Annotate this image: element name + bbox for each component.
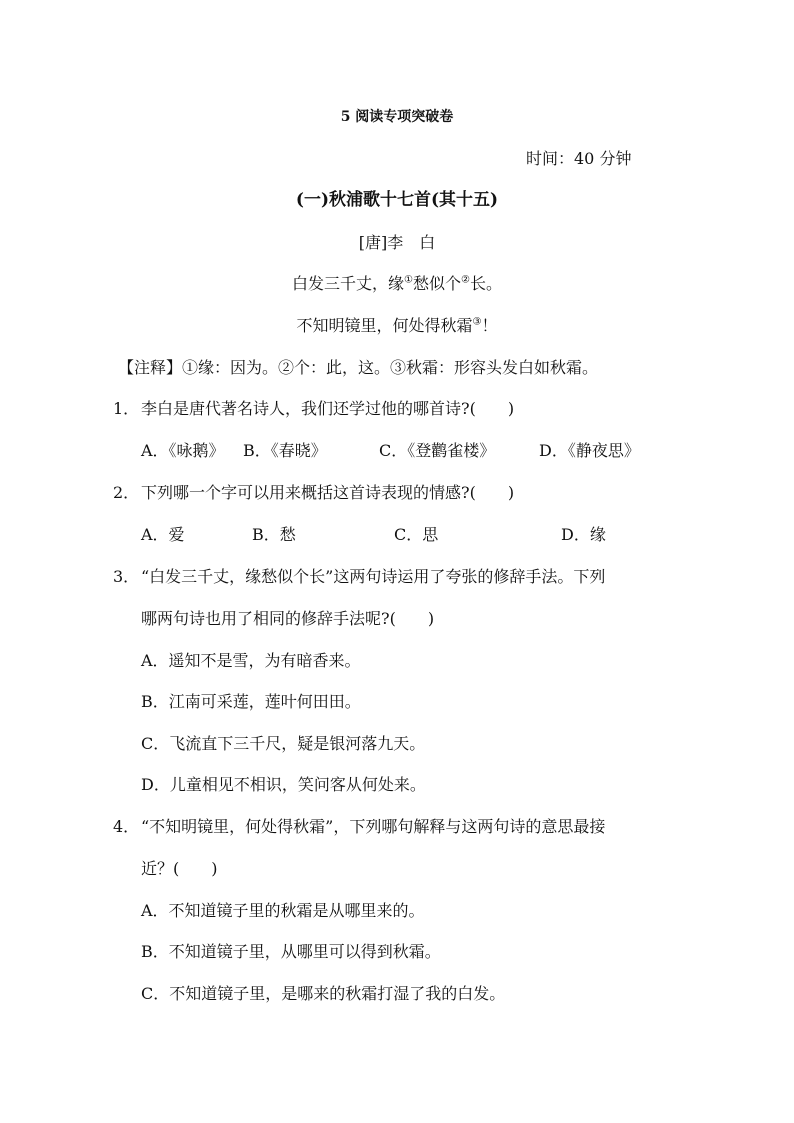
- option-c[interactable]: C．《登鹳雀楼》: [379, 441, 496, 460]
- question-text-line-1: “白发三千丈，缘愁似个长”这两句诗运用了夸张的修辞手法。下列: [141, 567, 606, 586]
- question-2: [113, 482, 514, 504]
- option-b[interactable]: B．《春晓》: [243, 441, 327, 460]
- option-d[interactable]: D．《静夜思》: [539, 441, 640, 460]
- footnote-marker-2: ②: [461, 274, 470, 286]
- poem-line-1-part1: 白发三千丈，缘: [292, 274, 405, 293]
- option-b[interactable]: B．江南可采莲，莲叶何田田。: [141, 692, 361, 711]
- document-title: 5 阅读专项突破卷: [340, 109, 454, 125]
- poem-line-2: [0, 315, 794, 337]
- option-b[interactable]: B．不知道镜子里，从哪里可以得到秋霜。: [141, 942, 441, 961]
- option-c[interactable]: C．不知道镜子里，是哪来的秋霜打湿了我的白发。: [141, 984, 506, 1003]
- question-4-continued: 近？( ): [141, 859, 218, 878]
- question-1: [113, 398, 514, 420]
- question-text-line-1: “不知明镜里，何处得秋霜”，下列哪句解释与这两句诗的意思最接: [141, 817, 606, 836]
- option-a[interactable]: A．不知道镜子里的秋霜是从哪里来的。: [141, 901, 425, 920]
- question-number: 2．: [113, 483, 140, 502]
- question-number: 3．: [113, 567, 140, 586]
- option-c[interactable]: C．飞流直下三千尺，疑是银河落九天。: [141, 734, 426, 753]
- question-3-continued: 哪两句诗也用了相同的修辞手法呢?( ): [141, 609, 435, 628]
- footnote-marker-1: ①: [404, 274, 413, 286]
- option-a[interactable]: A．《咏鹅》: [141, 441, 225, 460]
- question-1-options: [141, 440, 640, 462]
- poem-title: (一)秋浦歌十七首(其十五): [295, 190, 499, 210]
- option-b[interactable]: B．愁: [252, 525, 296, 544]
- poem-notes: 【注释】①缘：因为。②个：此，这。③秋霜：形容头发白如秋霜。: [118, 358, 599, 377]
- question-number: 1．: [113, 399, 140, 418]
- poem-line-1: [0, 273, 794, 295]
- option-a[interactable]: A．爱: [141, 525, 185, 544]
- question-2-options: [141, 524, 606, 546]
- question-text: 李白是唐代著名诗人，我们还学过他的哪首诗?( ): [141, 399, 515, 418]
- footnote-marker-3: ③: [472, 316, 482, 328]
- poem-line-2-part1: 不知明镜里，何处得秋霜: [296, 316, 473, 335]
- question-4: [113, 816, 605, 838]
- question-number: 4．: [113, 817, 140, 836]
- poem-author: [唐]李 白: [358, 233, 436, 252]
- option-c[interactable]: C．思: [394, 525, 439, 544]
- question-text: 下列哪一个字可以用来概括这首诗表现的情感?( ): [141, 483, 515, 502]
- option-d[interactable]: D．儿童相见不相识，笑问客从何处来。: [141, 775, 426, 794]
- option-d[interactable]: D．缘: [561, 525, 606, 544]
- option-a[interactable]: A．遥知不是雪，为有暗香来。: [141, 651, 361, 670]
- poem-line-1-part2: 愁似个: [412, 274, 461, 293]
- time-limit: 时间：40 分钟: [526, 149, 632, 168]
- question-3: [113, 566, 605, 588]
- poem-line-1-part3: 长。: [469, 274, 502, 293]
- poem-line-2-part2: ！: [481, 316, 498, 335]
